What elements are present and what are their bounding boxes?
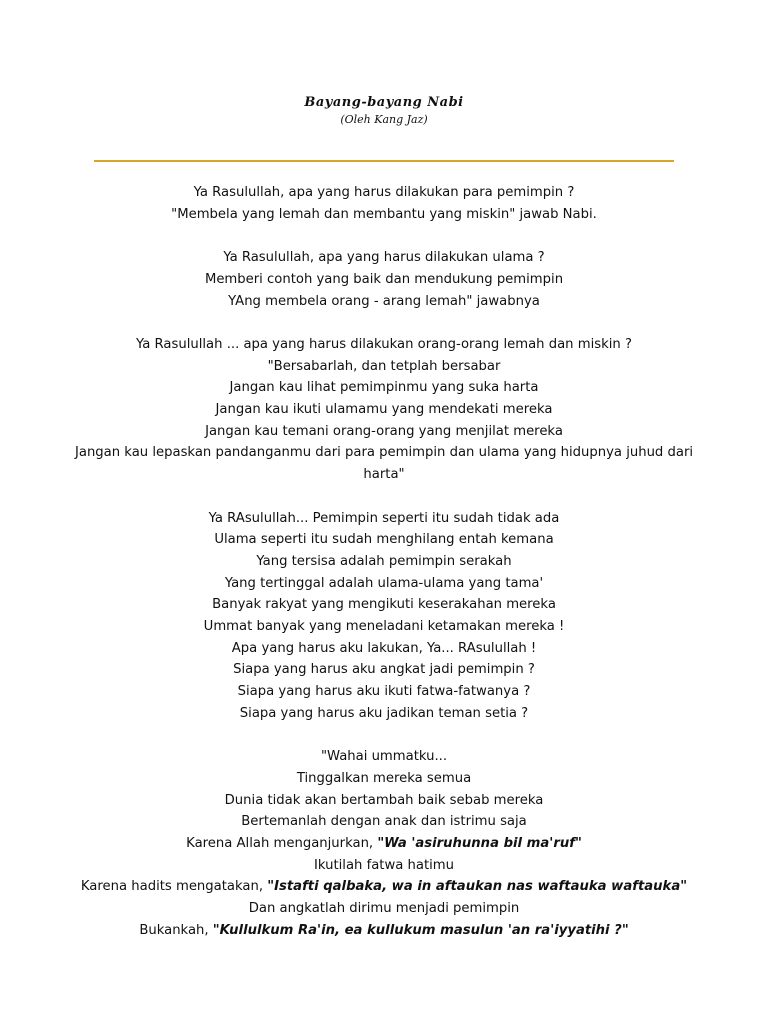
poem-body xyxy=(60,182,708,963)
quoted-phrase: "Kullulkum Ra'in, ea kullukum masulun 'an ra'iyyatihi ?" xyxy=(212,922,629,938)
poem-line: Ya Rasulullah, apa yang harus dilakukan para pemimpin ? xyxy=(193,185,575,200)
stanza-3 xyxy=(60,334,708,486)
stanza-5 xyxy=(60,746,708,941)
stanza-4 xyxy=(60,508,708,725)
poem-line: "Membela yang lemah dan membantu yang miskin" jawab Nabi. xyxy=(171,206,597,222)
poem-line: Ya Rasulullah ... apa yang harus dilakukan orang-orang lemah dan miskin ? xyxy=(136,336,632,352)
line-text: Bukankah, xyxy=(139,922,213,938)
quoted-phrase: "Wa 'asiruhunna bil ma'ruf" xyxy=(377,836,582,852)
poem-line: Ulama seperti itu sudah menghilang entah kemana xyxy=(214,532,554,548)
poem-line: Yang tersisa adalah pemimpin serakah xyxy=(256,553,512,569)
stanza-2 xyxy=(60,247,708,312)
poem-line-with-quote xyxy=(60,920,708,942)
poem-line: YAng membela orang - arang lemah" jawabnya xyxy=(228,293,540,309)
poem-line: Apa yang harus aku lakukan, Ya... RAsulullah ! xyxy=(231,640,537,656)
poem-author: (Oleh Kang Jaz) xyxy=(340,113,428,126)
poem-line: Siapa yang harus aku ikuti fatwa-fatwanya ? xyxy=(237,684,531,700)
poem-line: "Bersabarlah, dan tetplah bersabar xyxy=(267,358,501,374)
poem-line: Dan angkatlah dirimu menjadi pemimpin xyxy=(248,901,520,917)
poem-line: Siapa yang harus aku angkat jadi pemimpin ? xyxy=(233,662,535,678)
quoted-phrase: "Istafti qalbaka, wa in aftaukan nas waftauka waftauka" xyxy=(267,879,688,895)
poem-line: Jangan kau lepaskan pandanganmu dari para pemimpin dan ulama yang hidupnya juhud dari harta" xyxy=(74,445,694,483)
poem-line: Jangan kau temani orang-orang yang menjilat mereka xyxy=(205,423,563,439)
poem-line: "Wahai ummatku... xyxy=(320,749,448,765)
line-text: Karena hadits mengatakan, xyxy=(80,879,268,895)
poem-line: Banyak rakyat yang mengikuti keserakahan mereka xyxy=(212,597,556,613)
poem-line: Siapa yang harus aku jadikan teman setia ? xyxy=(239,705,529,721)
line-text: Karena Allah menganjurkan, xyxy=(186,836,378,852)
poem-line-with-quote xyxy=(60,833,708,855)
poem-line: Ummat banyak yang meneladani ketamakan mereka ! xyxy=(203,619,565,635)
poem-line: Dunia tidak akan bertambah baik sebab mereka xyxy=(224,792,544,808)
poem-line: Tinggalkan mereka semua xyxy=(296,770,472,786)
poem-line: Ikutilah fatwa hatimu xyxy=(313,857,455,873)
poem-line: Bertemanlah dengan anak dan istrimu saja xyxy=(241,814,527,830)
poem-line-with-quote xyxy=(60,876,708,898)
stanza-1 xyxy=(60,182,708,225)
poem-line: Jangan kau lihat pemimpinmu yang suka harta xyxy=(229,380,539,396)
poem-line: Ya RAsulullah... Pemimpin seperti itu sudah tidak ada xyxy=(208,510,560,526)
poem-line: Jangan kau ikuti ulamamu yang mendekati mereka xyxy=(215,402,553,417)
poem-line: Ya Rasulullah, apa yang harus dilakukan ulama ? xyxy=(223,250,545,266)
divider-line xyxy=(94,160,674,162)
poem-line: Yang tertinggal adalah ulama-ulama yang tama' xyxy=(224,575,544,591)
poem-line: Memberi contoh yang baik dan mendukung pemimpin xyxy=(204,271,564,287)
poem-header xyxy=(0,94,768,128)
poem-title: Bayang-bayang Nabi xyxy=(304,95,464,110)
